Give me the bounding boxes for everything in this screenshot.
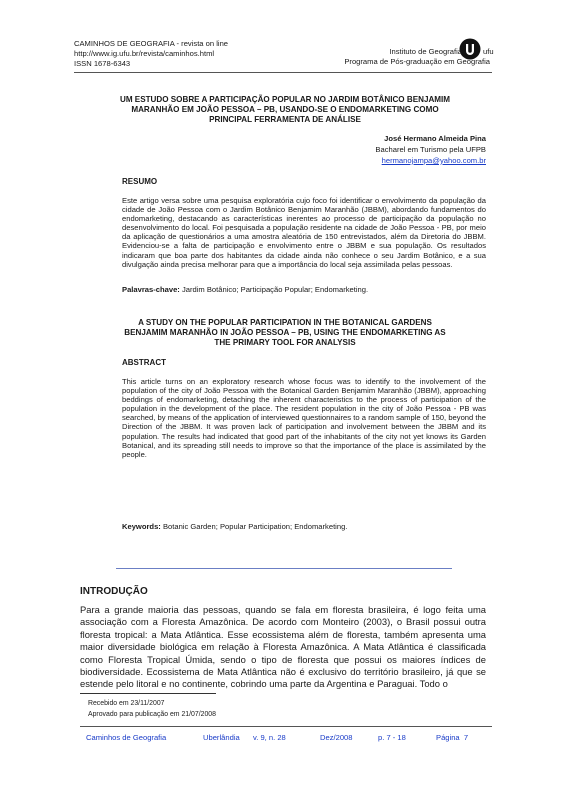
journal-header <box>74 39 228 70</box>
footer-journal: Caminhos de Geografia <box>86 733 167 742</box>
title-pt-line: UM ESTUDO SOBRE A PARTICIPAÇÃO POPULAR NO JARDIM BOTÂNICO BENJAMIM <box>119 95 451 104</box>
footer-page-number: Página 7 <box>436 733 469 742</box>
author-email-link[interactable]: hermanojampa@yahoo.com.br <box>381 155 486 165</box>
author-name: José Hermano Almeida Pina <box>384 134 486 143</box>
resumo-keywords <box>122 285 486 294</box>
program-name: Programa de Pós-graduação em Geografia <box>344 57 490 67</box>
footer-divider <box>80 726 492 727</box>
received-date: Recebido em 23/11/2007 <box>88 700 165 707</box>
keywords-label: Keywords: <box>122 522 161 531</box>
footer-volume: v. 9, n. 28 <box>253 733 286 742</box>
intro-body: Para a grande maioria das pessoas, quando se fala em floresta brasileira, é logo feita uma associação com a Floresta Amazônica. De acordo com Monteiro (2003), o Brasil possui outra floresta tropical: a Mata Atlântica. Esse ecossistema além de floresta, também apresenta uma maior diversidade biológica em relação à Floresta Amazônica. A Mata Atlântica é classificada como Floresta Tropical Úmida, sendo o tipo de floresta que possui os maiores índices de biodiversidade. Ecossistema de Mata Atlântica não é exclusivo do território brasileiro, já que se estende pelo litoral e no continente, cobrindo uma parte da Argentina e Paraguai. Todo o <box>80 604 486 690</box>
journal-url: http://www.ig.ufu.br/revista/caminhos.html <box>74 49 215 59</box>
keywords-value: Jardim Botânico; Participação Popular; Endomarketing. <box>181 285 369 294</box>
abstract-heading: ABSTRACT <box>122 358 166 367</box>
title-pt <box>85 95 485 126</box>
footer-date: Dez/2008 <box>320 733 353 742</box>
keywords-label: Palavras-chave: <box>122 285 180 294</box>
footnote <box>88 698 216 720</box>
title-en-line: THE PRIMARY TOOL FOR ANALYSIS <box>214 338 356 348</box>
title-pt-line: MARANHÃO EM JOÃO PESSOA – PB, USANDO-SE O ENDOMARKETING COMO <box>131 105 439 115</box>
author-block <box>375 134 486 166</box>
footer-city: Uberlândia <box>203 733 240 742</box>
title-en <box>85 318 485 349</box>
header-divider <box>74 72 492 73</box>
abstract-keywords <box>122 522 486 531</box>
journal-name: CAMINHOS DE GEOGRAFIA - revista on line <box>74 39 229 48</box>
title-en-line: BENJAMIM MARANHÃO IN JOÃO PESSOA – PB, USING THE ENDOMARKETING AS <box>124 328 446 338</box>
resumo-body: Este artigo versa sobre uma pesquisa exploratória cujo foco foi identificar o envolvimento da população da cidade de João Pessoa com o Jardim Botânico Benjamim Maranhão (JBBM), abordando fundamentos do endomarketing, destacando as características inerentes ao processo de participação da população no desenvolvimento do local. Foi pesquisada a população residente na cidade de João Pessoa - PB, por meio da aplicação de questionários a uma amostra aleatória de 150 entrevistados, além da Diretoria do JBBM. Evidenciou-se a falta de participação e envolvimento entre o JBBM e sua população. Os resultados indicaram que boa parte dos habitantes da cidade ainda não conhece o seu Jardim Botânico, e a sua divulgação ainda precisa melhorar para que a importância do local seja assimilada pelas pessoas. <box>122 196 486 269</box>
ufu-logo-text: ufu <box>483 47 494 56</box>
journal-issn: ISSN 1678-6343 <box>74 59 131 69</box>
approved-date: Aprovado para publicação em 21/07/2008 <box>88 711 216 718</box>
footnote-divider <box>80 693 216 694</box>
institute-header <box>344 47 490 67</box>
resumo-heading: RESUMO <box>122 177 158 186</box>
institute-name: Instituto de Geografia <box>389 47 462 56</box>
section-divider <box>116 568 452 569</box>
title-en-line: A STUDY ON THE POPULAR PARTICIPATION IN THE BOTANICAL GARDENS <box>138 318 432 327</box>
keywords-value: Botanic Garden; Popular Participation; Endomarketing. <box>162 522 348 531</box>
title-pt-line: PRINCIPAL FERRAMENTA DE ANÁLISE <box>209 115 361 125</box>
author-affiliation: Bacharel em Turismo pela UFPB <box>375 144 486 154</box>
abstract-body: This article turns on an exploratory research whose focus was to identify to the involvement of the population of the city of João Pessoa with the Botanical Garden Benjamim Maranhão (JBBM), approaching beddings of endomarketing, detaching the inherent characteristics to the process of participation of the population in the development of the place. The resident population in the city of João Pessoa - PB was searched, by means of the application of interviewed questionnaires to a random sample of 150, beyond the Direction of the JBBM. It was proven lack of participation and involvement between the JBBM and its population. The results had indicated that good part of the inhabitants of the city not yet knows its Garden Botanical, and its spreading still needs to improve so that the importance of the place is assimilated by the people. <box>122 377 486 459</box>
footer-pages: p. 7 - 18 <box>378 733 406 742</box>
intro-heading: INTRODUÇÃO <box>80 586 148 597</box>
